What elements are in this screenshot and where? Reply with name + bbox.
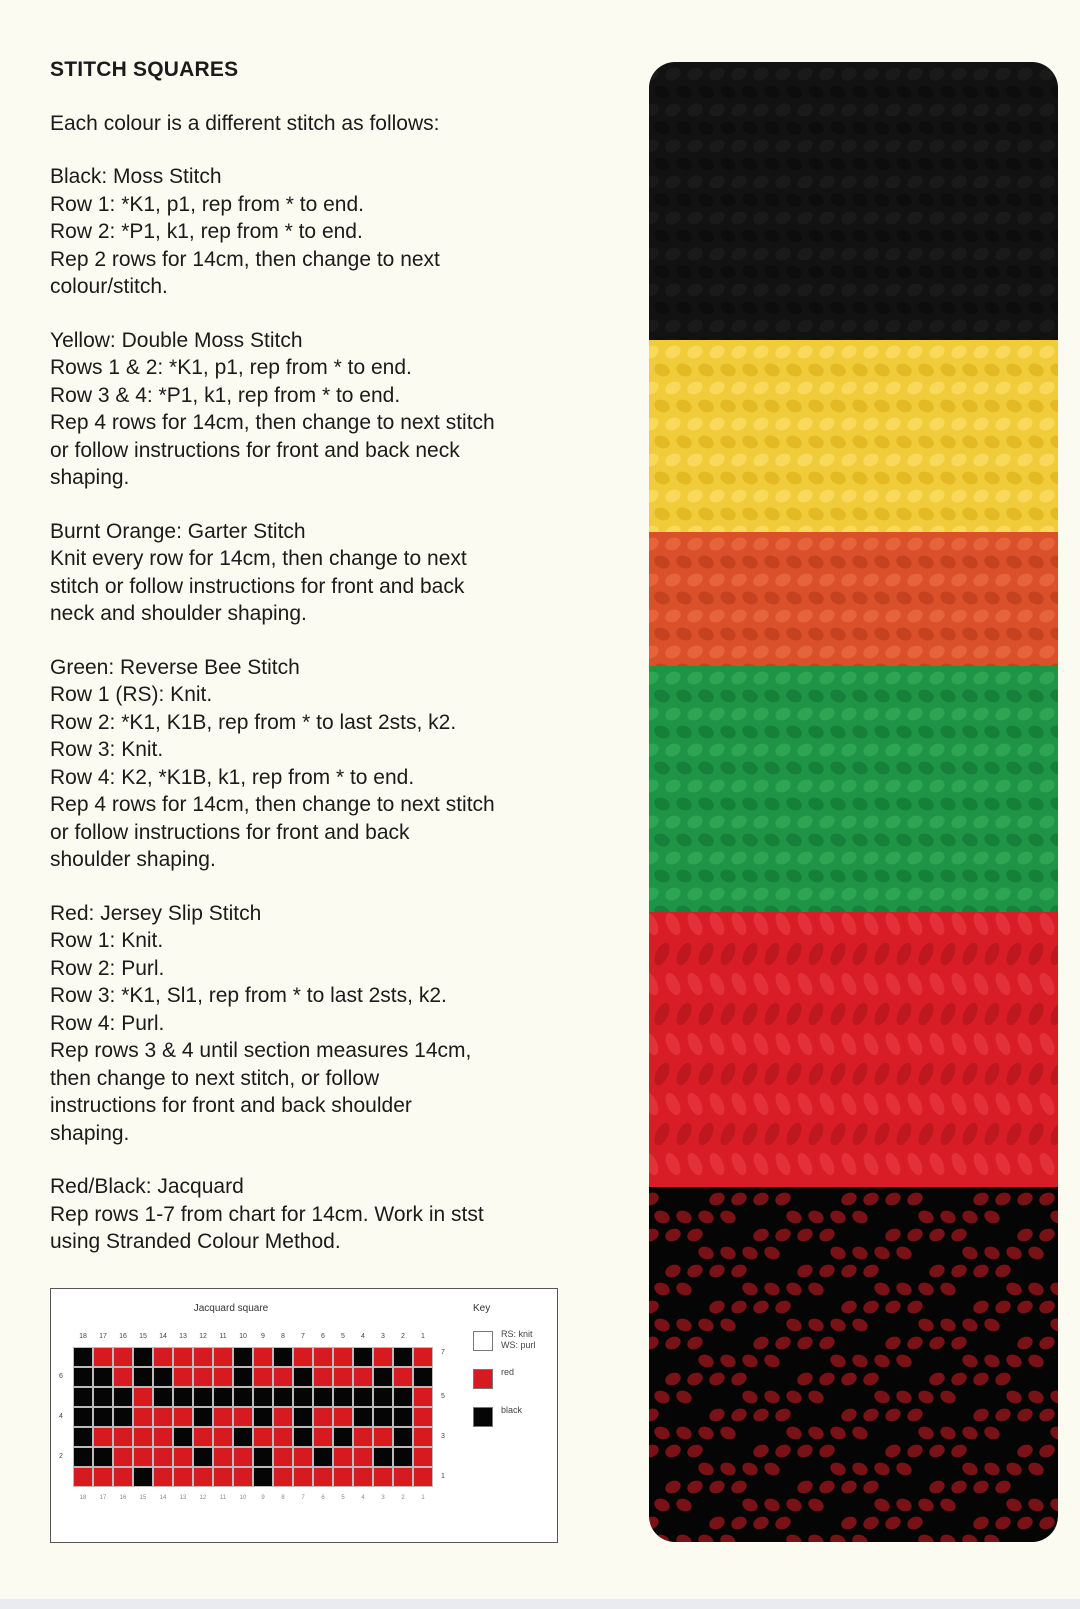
stitch-section [50, 654, 610, 874]
chart-cell [133, 1447, 153, 1467]
chart-column-number-bottom: 2 [401, 1495, 405, 1501]
chart-cell [333, 1447, 353, 1467]
colour-name: Green: [50, 655, 115, 679]
key-label [501, 1405, 522, 1416]
instruction-line: stitch or follow instructions for front and back [50, 574, 465, 598]
chart-cell [253, 1387, 273, 1407]
chart-cell [293, 1407, 313, 1427]
chart-cell [193, 1387, 213, 1407]
chart-column-number: 13 [179, 1333, 187, 1340]
chart-cell [193, 1467, 213, 1487]
chart-cell [293, 1347, 313, 1367]
chart-key-title: Key [473, 1303, 491, 1314]
chart-cell [73, 1367, 93, 1387]
section-heading [50, 900, 610, 928]
stitch-name: Moss Stitch [107, 165, 222, 188]
chart-cell [273, 1407, 293, 1427]
chart-cell [273, 1467, 293, 1487]
bottom-edge [0, 1599, 1080, 1609]
chart-cell [213, 1387, 233, 1407]
chart-cell [393, 1367, 413, 1387]
chart-cell [113, 1467, 133, 1487]
chart-cell [353, 1367, 373, 1387]
chart-column-number-bottom: 1 [421, 1495, 425, 1501]
chart-cell [233, 1467, 253, 1487]
chart-row-number: 1 [441, 1473, 445, 1480]
chart-column-number: 18 [79, 1333, 87, 1340]
instruction-line: using Stranded Colour Method. [50, 1230, 341, 1253]
chart-column-number-bottom: 16 [119, 1495, 127, 1501]
stitch-name: Jersey Slip Stitch [94, 901, 262, 925]
stitch-sections [50, 163, 610, 1256]
chart-cell [213, 1427, 233, 1447]
chart-cell [213, 1447, 233, 1467]
chart-column-number-bottom: 7 [301, 1495, 305, 1501]
instruction-line: Row 4: K2, *K1B, k1, rep from * to end. [50, 765, 415, 789]
stitch-section [50, 327, 610, 492]
chart-row-number-left: 2 [59, 1453, 63, 1460]
section-heading [50, 518, 610, 546]
chart-cell [293, 1367, 313, 1387]
instructions-column [50, 56, 610, 1282]
chart-cell [413, 1367, 433, 1387]
chart-cell [173, 1467, 193, 1487]
chart-cell [253, 1367, 273, 1387]
chart-cell [193, 1407, 213, 1427]
instruction-line: Rep 4 rows for 14cm, then change to next stitch [50, 793, 495, 816]
colour-name: Red/Black: [50, 1175, 152, 1198]
instruction-line: Rep 4 rows for 14cm, then change to next stitch [50, 411, 495, 434]
swatch-band-black [649, 62, 1058, 340]
chart-cell [233, 1427, 253, 1447]
instruction-line: then change to next stitch, or follow [50, 1066, 380, 1090]
swatch-band-jacquard [649, 1187, 1058, 1542]
chart-column-number-bottom: 13 [179, 1495, 187, 1501]
chart-cell [173, 1347, 193, 1367]
chart-cell [333, 1367, 353, 1387]
chart-column-number: 8 [281, 1333, 285, 1340]
key-label-line: RS: knit [501, 1329, 533, 1339]
chart-cell [93, 1407, 113, 1427]
colour-name: Red: [50, 901, 95, 925]
page-title: STITCH SQUARES [50, 58, 239, 81]
chart-cell [133, 1467, 153, 1487]
chart-cell [373, 1387, 393, 1407]
chart-column-number-bottom: 9 [261, 1495, 265, 1501]
chart-cell [133, 1367, 153, 1387]
swatch-band-green [649, 666, 1058, 912]
chart-cell [413, 1447, 433, 1467]
chart-cell [413, 1387, 433, 1407]
chart-cell [353, 1467, 373, 1487]
chart-column-number-bottom: 10 [239, 1495, 247, 1501]
chart-cell [313, 1407, 333, 1427]
chart-cell [93, 1427, 113, 1447]
chart-column-number-bottom: 14 [159, 1495, 167, 1501]
swatch-band-yellow [649, 340, 1058, 532]
chart-cell [253, 1447, 273, 1467]
instruction-line: Row 1 (RS): Knit. [50, 683, 213, 706]
chart-cell [113, 1447, 133, 1467]
chart-cell [313, 1427, 333, 1447]
instruction-line: Row 4: Purl. [50, 1011, 165, 1035]
chart-cell [393, 1447, 413, 1467]
chart-cell [293, 1427, 313, 1447]
chart-cell [213, 1467, 233, 1487]
chart-column-number-bottom: 15 [139, 1495, 147, 1501]
chart-cell [313, 1467, 333, 1487]
chart-cell [373, 1467, 393, 1487]
chart-column-number-bottom: 3 [381, 1495, 385, 1501]
chart-cell [113, 1427, 133, 1447]
chart-cell [213, 1407, 233, 1427]
chart-cell [293, 1447, 313, 1467]
section-heading [50, 327, 610, 355]
chart-cell [133, 1427, 153, 1447]
stitch-section [50, 163, 610, 301]
chart-cell [233, 1387, 253, 1407]
chart-cell [333, 1407, 353, 1427]
chart-cell [193, 1367, 213, 1387]
colour-name: Burnt Orange: [50, 519, 182, 543]
chart-cell [293, 1387, 313, 1407]
instruction-line: Rep 2 rows for 14cm, then change to next [50, 247, 440, 271]
key-swatch [473, 1407, 493, 1427]
instruction-line: Knit every row for 14cm, then change to next [50, 547, 467, 570]
colour-name: Yellow: [50, 328, 116, 352]
chart-column-number: 1 [421, 1333, 425, 1340]
chart-cell [313, 1347, 333, 1367]
key-swatch [473, 1331, 493, 1351]
chart-cell [353, 1427, 373, 1447]
chart-cell [93, 1447, 113, 1467]
chart-cell [213, 1347, 233, 1367]
instruction-line: Row 1: *K1, p1, rep from * to end. [50, 192, 364, 216]
chart-cell [253, 1427, 273, 1447]
chart-column-number-bottom: 12 [199, 1495, 207, 1501]
stitch-name: Jacquard [151, 1175, 244, 1198]
chart-column-number-bottom: 18 [79, 1495, 87, 1501]
chart-cell [333, 1467, 353, 1487]
chart-column-number: 17 [99, 1333, 107, 1340]
chart-column-numbers [73, 1333, 483, 1343]
chart-cell [193, 1427, 213, 1447]
swatch-band-red [649, 912, 1058, 1187]
chart-cell [113, 1407, 133, 1427]
instruction-line: Row 3: *K1, Sl1, rep from * to last 2sts, k2. [50, 984, 447, 1007]
chart-cell [393, 1427, 413, 1447]
chart-row-number: 3 [441, 1433, 445, 1440]
chart-cell [93, 1367, 113, 1387]
chart-cell [413, 1427, 433, 1447]
key-label-line: red [501, 1367, 515, 1377]
chart-title: Jacquard square [193, 1303, 269, 1314]
key-label-line: black [501, 1405, 523, 1415]
chart-row-number-left: 6 [59, 1373, 63, 1380]
chart-cell [153, 1467, 173, 1487]
chart-column-number-bottom: 8 [281, 1495, 285, 1501]
chart-cell [73, 1407, 93, 1427]
chart-cell [173, 1367, 193, 1387]
chart-cell [333, 1387, 353, 1407]
intro-text: Each colour is a different stitch as follows: [50, 111, 440, 135]
chart-column-number: 6 [321, 1333, 325, 1340]
section-heading [50, 163, 610, 191]
colour-name: Black: [50, 165, 108, 188]
chart-cell [413, 1407, 433, 1427]
chart-column-number: 3 [381, 1333, 385, 1340]
chart-cell [73, 1427, 93, 1447]
chart-cell [193, 1447, 213, 1467]
key-label [501, 1329, 536, 1351]
chart-cell [93, 1467, 113, 1487]
section-heading [50, 1173, 610, 1201]
chart-column-number: 14 [159, 1333, 167, 1340]
instruction-line: colour/stitch. [50, 275, 168, 298]
chart-cell [153, 1407, 173, 1427]
chart-cell [173, 1387, 193, 1407]
chart-cell [213, 1367, 233, 1387]
chart-column-number-bottom: 11 [219, 1495, 227, 1501]
instruction-line: Row 3 & 4: *P1, k1, rep from * to end. [50, 383, 401, 407]
chart-row-number: 7 [441, 1349, 445, 1356]
chart-row-number: 5 [441, 1393, 445, 1400]
chart-cell [153, 1367, 173, 1387]
section-heading [50, 654, 610, 682]
chart-cell [313, 1367, 333, 1387]
chart-cell [233, 1407, 253, 1427]
instruction-line: Row 2: *K1, K1B, rep from * to last 2sts, k2. [50, 710, 457, 734]
chart-cell [393, 1347, 413, 1367]
chart-cell [153, 1427, 173, 1447]
chart-cell [393, 1387, 413, 1407]
chart-cell [373, 1427, 393, 1447]
chart-cell [153, 1387, 173, 1407]
chart-column-number-bottom: 6 [321, 1495, 325, 1501]
chart-cell [373, 1407, 393, 1427]
chart-cell [273, 1367, 293, 1387]
chart-cell [193, 1347, 213, 1367]
chart-cell [353, 1447, 373, 1467]
chart-cell [353, 1347, 373, 1367]
stitch-name: Garter Stitch [181, 519, 306, 543]
chart-column-number-bottom: 17 [99, 1495, 107, 1501]
chart-cell [173, 1447, 193, 1467]
chart-cell [113, 1347, 133, 1367]
stitch-section [50, 1173, 610, 1256]
chart-column-number: 15 [139, 1333, 147, 1340]
instruction-line: or follow instructions for front and back [50, 820, 410, 844]
chart-cell [273, 1427, 293, 1447]
instruction-line: shaping. [50, 1121, 130, 1145]
chart-cell [313, 1447, 333, 1467]
chart-cell [273, 1447, 293, 1467]
jacquard-chart [50, 1288, 558, 1543]
instruction-line: instructions for front and back shoulder [50, 1094, 412, 1117]
instruction-line: Rows 1 & 2: *K1, p1, rep from * to end. [50, 356, 412, 379]
chart-cell [273, 1387, 293, 1407]
key-label [501, 1367, 514, 1378]
chart-cell [273, 1347, 293, 1367]
chart-column-number: 4 [361, 1333, 365, 1340]
chart-cell [293, 1467, 313, 1487]
instruction-line: Row 1: Knit. [50, 929, 164, 952]
chart-cell [113, 1387, 133, 1407]
stitch-section [50, 900, 610, 1148]
chart-cell [233, 1367, 253, 1387]
instruction-line: Rep rows 3 & 4 until section measures 14cm, [50, 1039, 472, 1062]
stitch-section [50, 518, 610, 628]
chart-cell [133, 1347, 153, 1367]
chart-cell [153, 1447, 173, 1467]
chart-cell [233, 1347, 253, 1367]
chart-column-number: 2 [401, 1333, 405, 1340]
chart-cell [133, 1407, 153, 1427]
instruction-line: shaping. [50, 466, 130, 489]
chart-column-number: 11 [219, 1333, 227, 1340]
chart-cell [333, 1347, 353, 1367]
instruction-line: Rep rows 1-7 from chart for 14cm. Work in stst [50, 1202, 484, 1226]
chart-cell [93, 1347, 113, 1367]
chart-cell [173, 1427, 193, 1447]
chart-cell [73, 1467, 93, 1487]
chart-cell [393, 1407, 413, 1427]
instruction-line: Row 2: *P1, k1, rep from * to end. [50, 220, 363, 243]
chart-cell [373, 1367, 393, 1387]
chart-cell [333, 1427, 353, 1447]
chart-cell [413, 1467, 433, 1487]
chart-cell [253, 1467, 273, 1487]
chart-column-number: 12 [199, 1333, 207, 1340]
chart-cell [73, 1347, 93, 1367]
chart-cell [353, 1407, 373, 1427]
chart-cell [353, 1387, 373, 1407]
chart-cell [393, 1467, 413, 1487]
chart-cell [373, 1447, 393, 1467]
chart-cell [253, 1407, 273, 1427]
chart-row-number-left: 4 [59, 1413, 63, 1420]
chart-column-number: 10 [239, 1333, 247, 1340]
chart-cell [93, 1387, 113, 1407]
stitch-name: Reverse Bee Stitch [114, 655, 300, 679]
chart-cell [73, 1447, 93, 1467]
chart-column-number-bottom: 5 [341, 1495, 345, 1501]
instruction-line: Row 2: Purl. [50, 956, 165, 980]
key-label-line: WS: purl [501, 1340, 536, 1350]
instruction-line: shoulder shaping. [50, 848, 216, 871]
chart-cell [313, 1387, 333, 1407]
chart-column-number: 7 [301, 1333, 305, 1340]
chart-cell [413, 1347, 433, 1367]
chart-cell [233, 1447, 253, 1467]
instruction-line: neck and shoulder shaping. [50, 602, 307, 625]
chart-cell [73, 1387, 93, 1407]
instruction-line: Row 3: Knit. [50, 738, 164, 761]
chart-cell [173, 1407, 193, 1427]
instruction-line: or follow instructions for front and back neck [50, 438, 460, 462]
stitch-name: Double Moss Stitch [115, 328, 303, 352]
chart-column-number: 16 [119, 1333, 127, 1340]
chart-cell [373, 1347, 393, 1367]
chart-cell [133, 1387, 153, 1407]
chart-column-number: 9 [261, 1333, 265, 1340]
key-swatch [473, 1369, 493, 1389]
chart-cell [153, 1347, 173, 1367]
chart-cell [113, 1367, 133, 1387]
swatch-band-burnt-orange [649, 532, 1058, 666]
chart-column-number-bottom: 4 [361, 1495, 365, 1501]
chart-cell [253, 1347, 273, 1367]
chart-column-number: 5 [341, 1333, 345, 1340]
knit-swatch-photo [649, 62, 1058, 1542]
